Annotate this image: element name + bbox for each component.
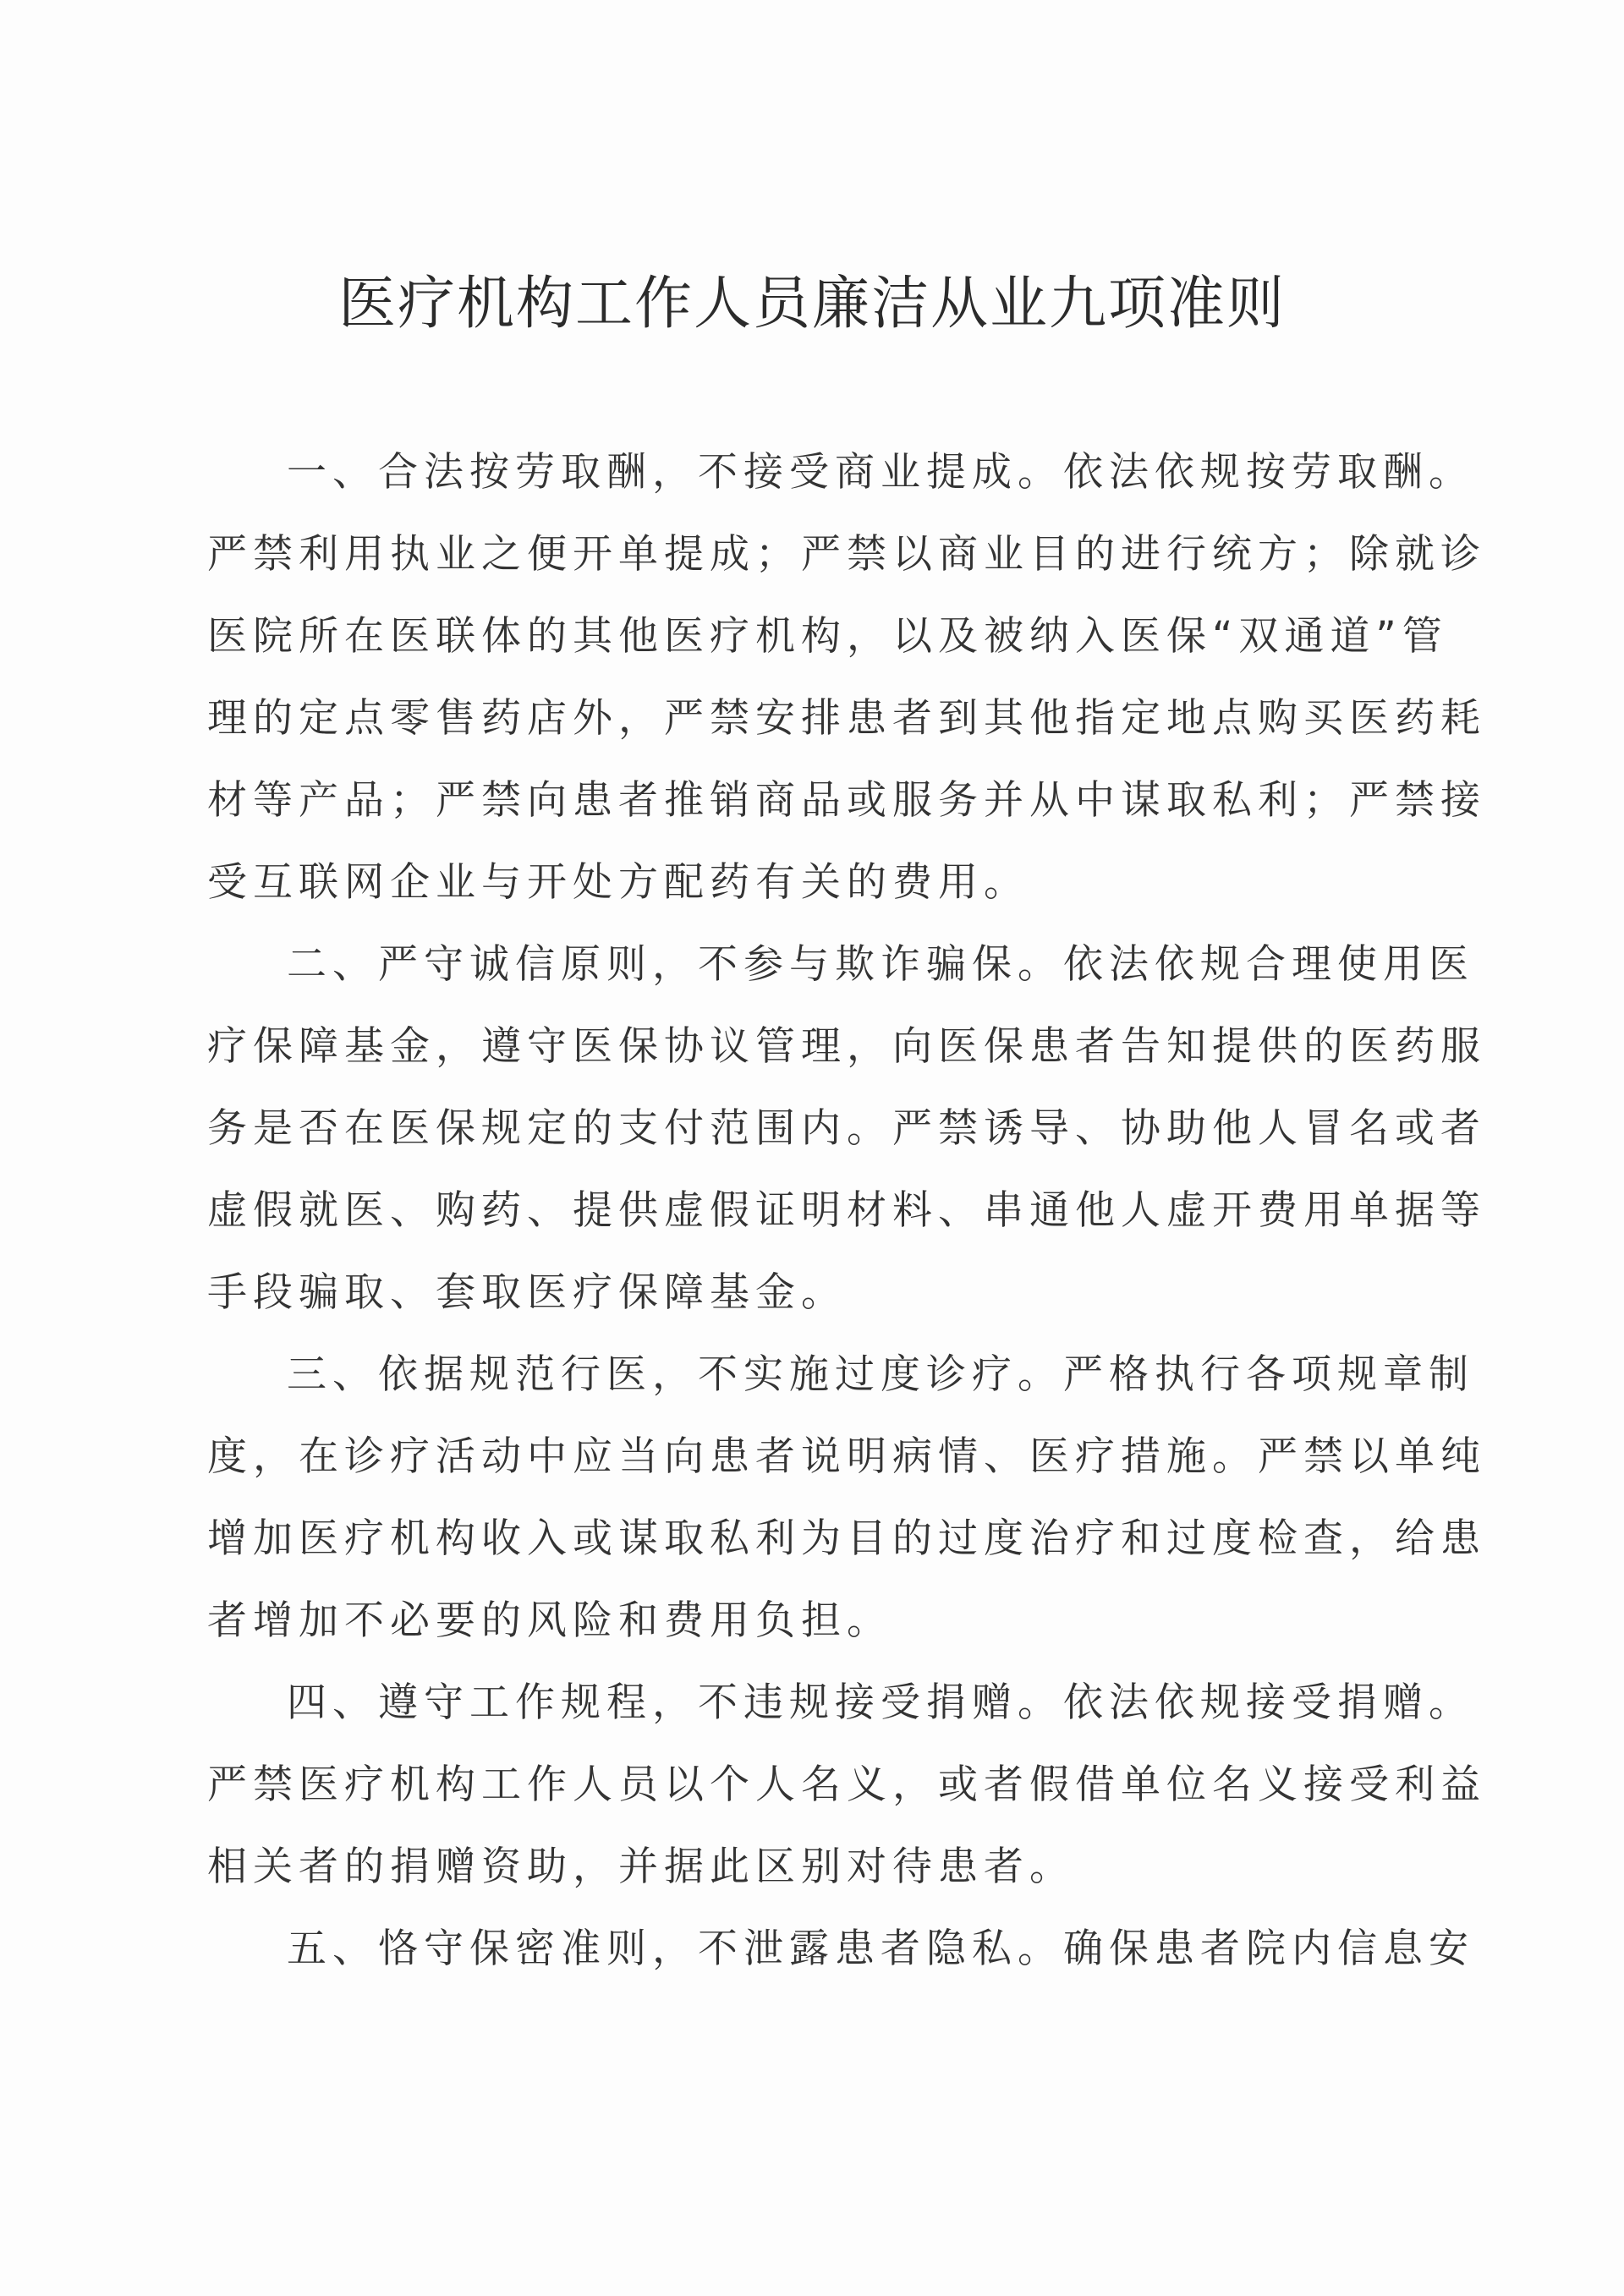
text-line: 度，在诊疗活动中应当向患者说明病情、医疗措施。严禁以单纯 [207,1433,1486,1480]
text-line: 五、恪守保密准则，不泄露患者隐私。确保患者院内信息安 [287,1926,1474,1972]
text-line: 三、依据规范行医，不实施过度诊疗。严格执行各项规章制 [287,1351,1474,1398]
text-line: 疗保障基金，遵守医保协议管理，向医保患者告知提供的医药服 [207,1023,1486,1070]
text-line: 材等产品；严禁向患者推销商品或服务并从中谋取私利；严禁接 [207,777,1486,824]
text-line: 受互联网企业与开处方配药有关的费用。 [207,859,1029,906]
text-line: 者增加不必要的风险和费用负担。 [207,1597,892,1644]
document-title: 医疗机构工作人员廉洁从业九项准则 [337,271,1286,337]
text-line: 严禁医疗机构工作人员以个人名义，或者假借单位名义接受利益 [207,1762,1486,1808]
document-body [207,431,1486,1990]
text-line: 虚假就医、购药、提供虚假证明材料、串通他人虚开费用单据等 [207,1187,1486,1234]
paragraph-4 [207,1662,1486,1908]
text-line: 增加医疗机构收入或谋取私利为目的过度治疗和过度检查，给患 [207,1515,1486,1562]
paragraph-3 [207,1334,1486,1662]
text-line: 理的定点零售药店外，严禁安排患者到其他指定地点购买医药耗 [207,695,1486,742]
paragraph-5 [207,1908,1474,1990]
paragraph-2 [207,923,1486,1334]
text-line: 医院所在医联体的其他医疗机构，以及被纳入医保“双通道”管 [207,613,1448,660]
text-line: 一、合法按劳取酬，不接受商业提成。依法依规按劳取酬。 [287,449,1474,496]
text-line: 务是否在医保规定的支付范围内。严禁诱导、协助他人冒名或者 [207,1105,1486,1152]
text-line: 严禁利用执业之便开单提成；严禁以商业目的进行统方；除就诊 [207,531,1486,578]
text-line: 手段骗取、套取医疗保障基金。 [207,1269,847,1316]
text-line: 相关者的捐赠资助，并据此区别对待患者。 [207,1844,1075,1890]
text-line: 四、遵守工作规程，不违规接受捐赠。依法依规接受捐赠。 [287,1680,1474,1726]
paragraph-1 [207,431,1486,923]
text-line: 二、严守诚信原则，不参与欺诈骗保。依法依规合理使用医 [287,941,1474,988]
